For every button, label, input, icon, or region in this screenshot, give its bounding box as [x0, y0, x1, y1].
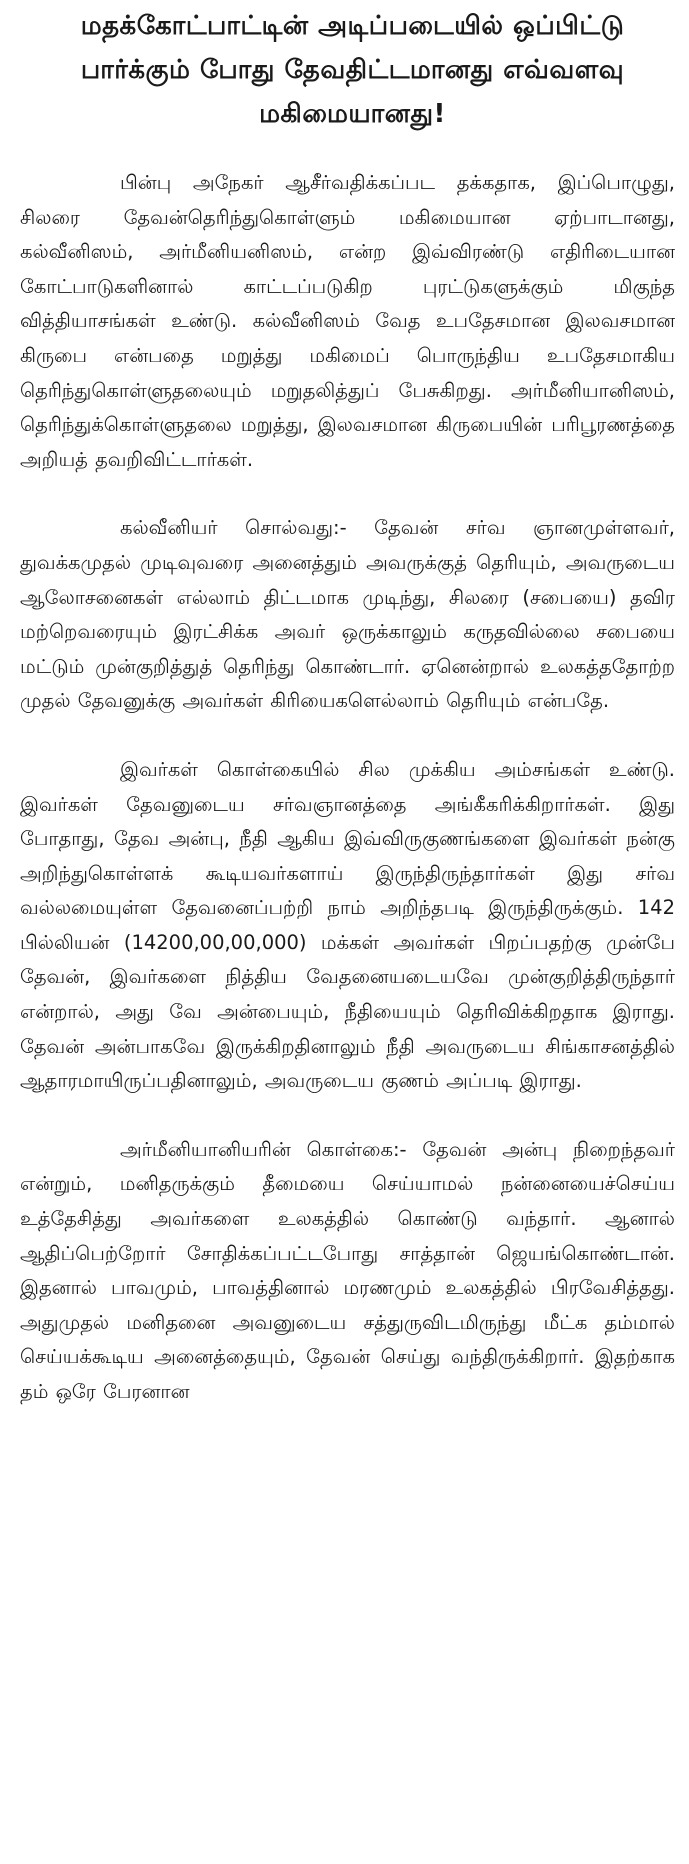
paragraph-2-text: கல்வீனியர் சொல்வது:- தேவன் சர்வ ஞானமுள்ளவர், துவக்கமுதல் முடிவுவரை அனைத்தும் அவருக்குத் தெரியும், அவருடைய ஆலோசனைகள் எல்லாம் திட்டமாக முடிந்து, சிலரை (சபையை) தவிர மற்றெவரையும் இரட்சிக்க அவர் ஒருக்காலும் கருதவில்லை சபையை மட்டும் முன்குறித்துத் தெரிந்து கொண்டார். ஏனென்றால் உலகத்ததோற்ற முதல் தேவனுக்கு அவர்கள் கிரியைகளெல்லாம் தெரியும் என்பதே.: [20, 516, 675, 713]
paragraph-3: [20, 753, 675, 1099]
page-title: மதக்கோட்பாட்டின் அடிப்படையில் ஒப்பிட்டு பார்க்கும் போது தேவதிட்டமானது எவ்வளவு மகிமையானது!: [80, 11, 625, 129]
paragraph-1: [20, 166, 675, 477]
paragraph-2: [20, 511, 675, 719]
paragraph-4-text: அர்மீனியானியரின் கொள்கை:- தேவன் அன்பு நிறைந்தவர் என்றும், மனிதருக்கும் தீமையை செய்யாமல் நன்னையைச்செய்ய உத்தேசித்து அவர்களை உலகத்தில் கொண்டு வந்தார். ஆனால் ஆதிப்பெற்றோர் சோதிக்கப்பட்டபோது சாத்தான் ஜெயங்கொண்டான். இதனால் பாவமும், பாவத்தினால் மரணமும் உலகத்தில் பிரவேசித்தது. அதுமுதல் மனிதனை அவனுடைய சத்துருவிடமிருந்து மீட்க தம்மால் செய்யக்கூடிய அனைத்தையும், தேவன் செய்து வந்திருக்கிறார். இதற்காக தம் ஒரே பேரனான: [20, 1137, 675, 1403]
paragraph-4: [20, 1133, 675, 1410]
paragraph-1-text: பின்பு அநேகர் ஆசீர்வதிக்கப்பட தக்கதாக, இப்பொழுது, சிலரை தேவன்தெரிந்துகொள்ளும் மகிமையான ஏற்பாடானது, கல்வீனிஸம், அர்மீனியனிஸம், என்ற இவ்விரண்டு எதிரிடையான கோட்பாடுகளினால் காட்டப்படுகிற புரட்டுகளுக்கும் மிகுந்த வித்தியாசங்கள் உண்டு. கல்வீனிஸம் வேத உபதேசமான இலவசமான கிருபை என்பதை மறுத்து மகிமைப் பொருந்திய உபதேசமாகிய தெரிந்துகொள்ளுதலையும் மறுதலித்துப் பேசுகிறது. அர்மீனியானிஸம், தெரிந்துக்கொள்ளுதலை மறுத்து, இலவசமான கிருபையின் பரிபூரணத்தை அறியத் தவறிவிட்டார்கள்.: [20, 171, 675, 471]
paragraph-3-text: இவர்கள் கொள்கையில் சில முக்கிய அம்சங்கள் உண்டு. இவர்கள் தேவனுடைய சர்வஞானத்தை அங்கீகரிக்கிறார்கள். இது போதாது, தேவ அன்பு, நீதி ஆகிய இவ்விருகுணங்களை இவர்கள் நன்கு அறிந்துகொள்ளக் கூடியவர்களாய் இருந்திருந்தார்கள் இது சர்வ வல்லமையுள்ள தேவனைப்பற்றி நாம் அறிந்தபடி இருந்திருக்கும். 142 பில்லியன் (14200,00,00,000) மக்கள் அவர்கள் பிறப்பதற்கு முன்பே தேவன், இவர்களை நித்திய வேதனையடையவே முன்குறித்திருந்தார் என்றால், அது வே அன்பையும், நீதியையும் தெரிவிக்கிறதாக இராது. தேவன் அன்பாகவே இருக்கிறதினாலும் நீதி அவருடைய சிங்காசனத்தில் ஆதாரமாயிருப்பதினாலும், அவருடைய குணம் அப்படி இராது.: [20, 757, 675, 1093]
